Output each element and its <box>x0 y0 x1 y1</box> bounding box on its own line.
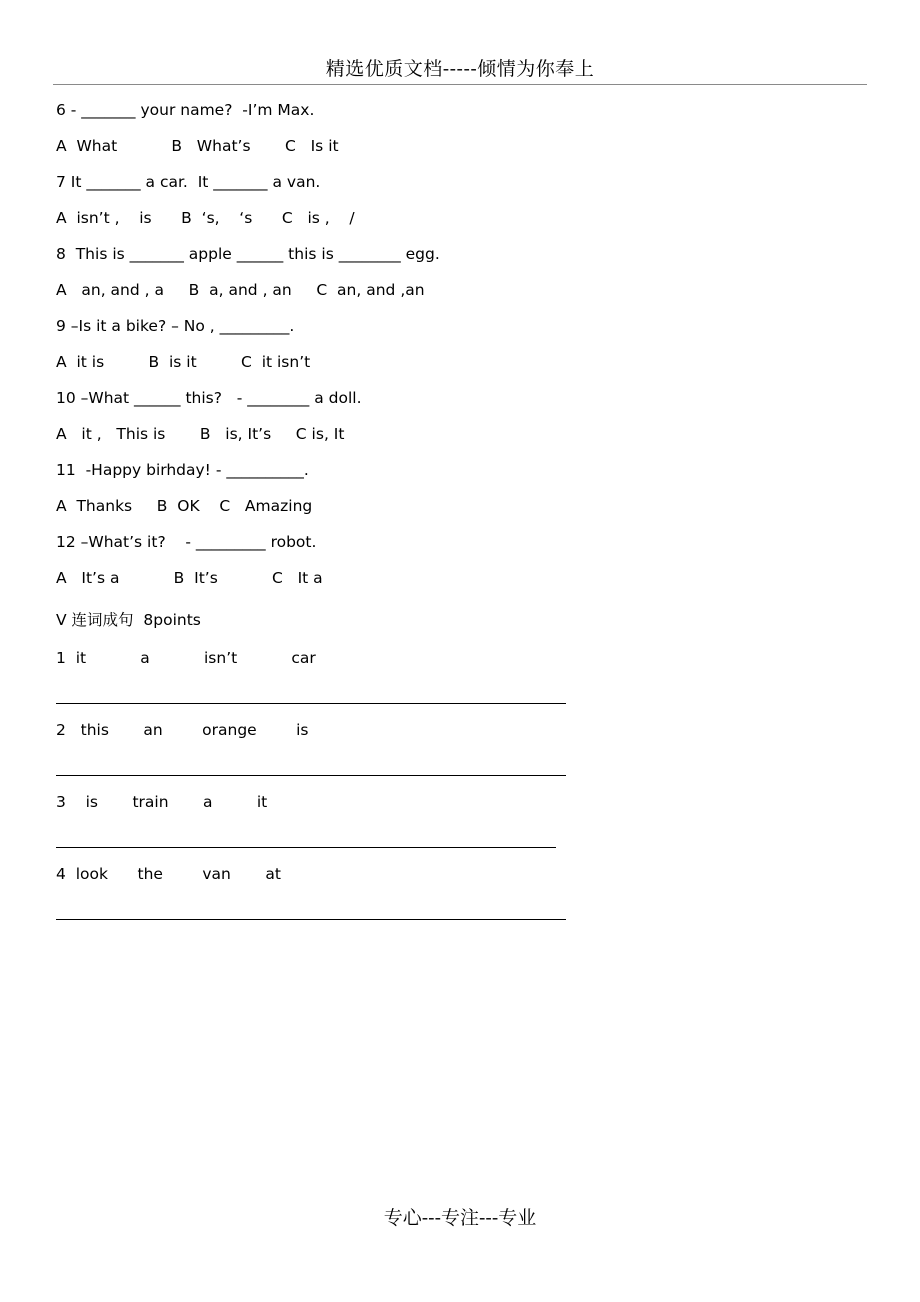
answer-line-4 <box>56 919 566 920</box>
sentence-item-2: 2 this an orange is <box>56 721 309 739</box>
question-9-options: A it is B is it C it isn’t <box>56 353 311 371</box>
question-12-stem: 12 –What’s it? - _________ robot. <box>56 533 317 551</box>
sentence-item-4: 4 look the van at <box>56 865 281 883</box>
question-7-stem: 7 It _______ a car. It _______ a van. <box>56 173 321 191</box>
question-10-options: A it , This is B is, It’s C is, It <box>56 425 345 443</box>
answer-line-1 <box>56 703 566 704</box>
question-8-stem: 8 This is _______ apple ______ this is ________ egg. <box>56 245 440 263</box>
question-11-stem: 11 -Happy birhday! - __________. <box>56 461 309 479</box>
page-header-title: 精选优质文档-----倾情为你奉上 <box>325 58 595 80</box>
page-footer: 专心---专注---专业 <box>383 1207 537 1229</box>
answer-line-2 <box>56 775 566 776</box>
sentence-item-3: 3 is train a it <box>56 793 268 811</box>
question-9-stem: 9 –Is it a bike? – No , _________. <box>56 317 295 335</box>
header-divider <box>53 84 867 85</box>
question-6-options: A What B What’s C Is it <box>56 137 339 155</box>
sentence-item-1: 1 it a isn’t car <box>56 649 316 667</box>
question-10-stem: 10 –What ______ this? - ________ a doll. <box>56 389 362 407</box>
question-7-options: A isn’t , is B ‘s, ‘s C is , / <box>56 209 355 227</box>
question-11-options: A Thanks B OK C Amazing <box>56 497 313 515</box>
section-v-heading: V 连词成句 8points <box>56 611 201 629</box>
question-8-options: A an, and , a B a, and , an C an, and ,an <box>56 281 425 299</box>
question-12-options: A It’s a B It’s C It a <box>56 569 323 587</box>
answer-line-3 <box>56 847 556 848</box>
question-6-stem: 6 - _______ your name? -I’m Max. <box>56 101 315 119</box>
